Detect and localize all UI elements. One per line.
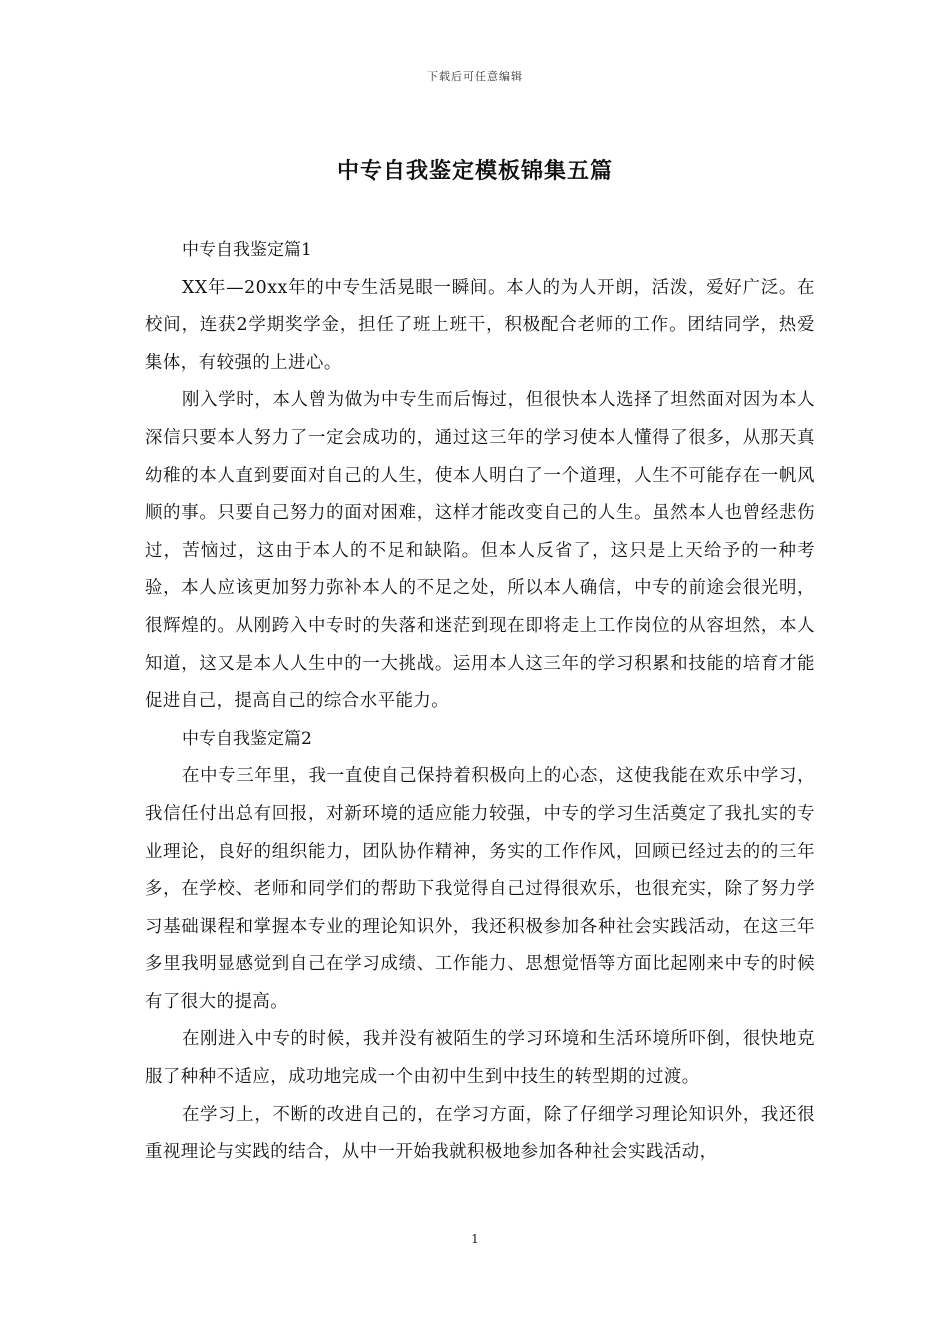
document-title: 中专自我鉴定模板锦集五篇 bbox=[336, 158, 613, 184]
paragraph: 在中专三年里，我一直使自己保持着积极向上的心态，这使我能在欢乐中学习，我信任付出总有回报，对新环境的适应能力较强，中专的学习生活奠定了我扎实的专业理论，良好的组织能力，团队协作精神，务实的工作作风，回顾已经过去的的三年多，在学校、老师和同学们的帮助下我觉得自己过得很欢乐，也很充实，除了努力学习基础课程和掌握本专业的理论知识外，我还积极参加各种社会实践活动，在这三年多里我明显感觉到自己在学习成绩、工作能力、思想觉悟等方面比起刚来中专的时候有了很大的提高。 bbox=[145, 766, 815, 1012]
paragraph: XX年—20xx年的中专生活晃眼一瞬间。本人的为人开朗，活泼，爱好广泛。在校间，连获2学期奖学金，担任了班上班干，积极配合老师的工作。团结同学，热爱集体，有较强的上进心。 bbox=[145, 277, 815, 373]
paragraph: 在学习上，不断的改进自己的，在学习方面，除了仔细学习理论知识外，我还很重视理论与实践的结合，从中一开始我就积极地参加各种社会实践活动， bbox=[145, 1104, 815, 1163]
section-2 bbox=[145, 721, 815, 1172]
paragraph: 在刚进入中专的时候，我并没有被陌生的学习环境和生活环境所吓倒，很快地克服了种种不适应，成功地完成一个由初中生到中技生的转型期的过渡。 bbox=[145, 1029, 815, 1088]
header-note: 下载后可任意编辑 bbox=[427, 70, 523, 83]
section-heading: 中专自我鉴定篇2 bbox=[182, 728, 312, 749]
section-heading: 中专自我鉴定篇1 bbox=[182, 240, 312, 260]
document-body bbox=[145, 232, 815, 1172]
page-number: 1 bbox=[471, 1232, 479, 1246]
section-1 bbox=[145, 232, 815, 721]
paragraph: 刚入学时，本人曾为做为中专生而后悔过，但很快本人选择了坦然面对因为本人深信只要本人努力了一定会成功的，通过这三年的学习使本人懂得了很多，从那天真幼稚的本人直到要面对自己的人生，使本人明白了一个道理，人生不可能存在一帆风顺的事。只要自己努力的面对困难，这样才能改变自己的人生。虽然本人也曾经悲伤过，苦恼过，这由于本人的不足和缺陷。但本人反省了，这只是上天给予的一种考验，本人应该更加努力弥补本人的不足之处，所以本人确信，中专的前途会很光明，很辉煌的。从刚跨入中专时的失落和迷茫到现在即将走上工作岗位的从容坦然，本人知道，这又是本人人生中的一大挑战。运用本人这三年的学习积累和技能的培育才能促进自己，提高自己的综合水平能力。 bbox=[145, 390, 815, 712]
